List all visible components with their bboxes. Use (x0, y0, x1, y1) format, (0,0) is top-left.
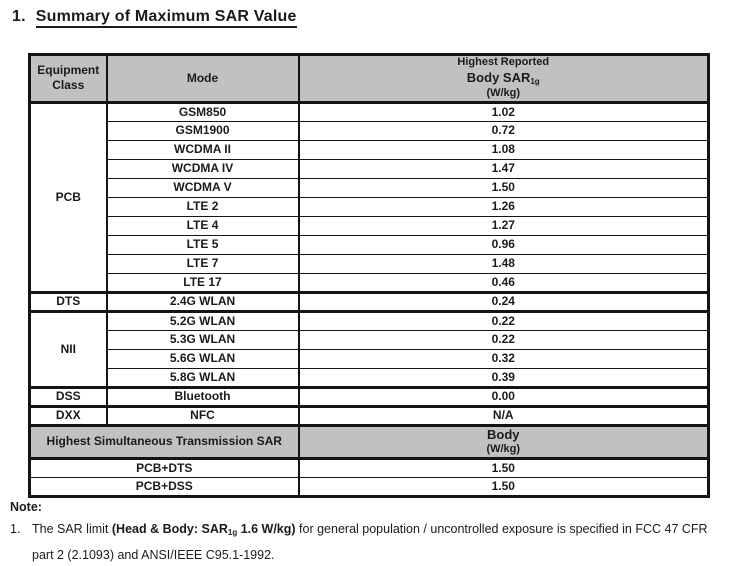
sar-value-cell: 1.26 (299, 197, 709, 216)
header-sar-line1: Highest Reported (457, 56, 550, 68)
header-equipment-class: Equipment Class (30, 55, 107, 103)
mode-cell: NFC (107, 406, 299, 425)
sar-value-cell: 1.48 (299, 254, 709, 273)
header-sar-value (299, 55, 709, 103)
sar-value-cell: 0.22 (299, 330, 709, 349)
header-mode: Mode (107, 55, 299, 103)
equipment-class-cell: DTS (30, 292, 107, 311)
subscript-1g: 1g (530, 76, 540, 86)
header-sar-line2: Body $SAR_{1g}$ (466, 69, 540, 86)
table-row (30, 140, 709, 159)
mode-cell: WCDMA V (107, 178, 299, 197)
simultaneous-body-line2: (W/kg) (486, 442, 521, 455)
header-sar-line3: (W/kg) (486, 86, 521, 99)
table-row (30, 477, 709, 496)
table-row (30, 349, 709, 368)
mode-cell: 5.6G WLAN (107, 349, 299, 368)
note-heading: Note: (10, 500, 42, 514)
mode-cell: LTE 7 (107, 254, 299, 273)
mode-cell: GSM850 (107, 102, 299, 121)
table-row (30, 216, 709, 235)
simultaneous-label-cell: Highest Simultaneous Transmission SAR (30, 425, 299, 458)
mode-cell: Bluetooth (107, 387, 299, 406)
mode-cell: LTE 2 (107, 197, 299, 216)
note-item (10, 518, 720, 566)
sar-value-cell: 1.50 (299, 178, 709, 197)
sar-summary-table (28, 53, 710, 498)
equipment-class-cell: NII (30, 311, 107, 387)
combo-cell: PCB+DTS (30, 458, 299, 477)
mode-cell: 5.3G WLAN (107, 330, 299, 349)
table-row (30, 178, 709, 197)
sar-value-cell: 0.46 (299, 273, 709, 292)
mode-cell: WCDMA IV (107, 159, 299, 178)
table-row (30, 330, 709, 349)
mode-cell: 5.8G WLAN (107, 368, 299, 387)
table-row (30, 368, 709, 387)
title-text: Summary of Maximum SAR Value (36, 8, 297, 28)
sar-value-cell: 1.02 (299, 102, 709, 121)
sar-value-cell: 1.50 (299, 458, 709, 477)
table-row (30, 121, 709, 140)
sar-value-cell: 0.24 (299, 292, 709, 311)
title-number: 1. (12, 8, 26, 25)
table-row (30, 406, 709, 425)
note-section (10, 496, 720, 566)
sar-value-cell: 0.32 (299, 349, 709, 368)
equipment-class-cell: PCB (30, 102, 107, 292)
mode-cell: 5.2G WLAN (107, 311, 299, 330)
mode-cell: WCDMA II (107, 140, 299, 159)
table-row (30, 458, 709, 477)
note-item-text: The SAR limit (Head & Body: $SAR_{1g}$ 1.6 W/kg) for general population / uncontrolled exposure is specified in FCC 47 CFR part 2 (2.1093) and ANSI/IEEE C95.1-1992. (32, 522, 708, 562)
table-row (30, 102, 709, 121)
table-row (30, 273, 709, 292)
sar-value-cell: 0.96 (299, 235, 709, 254)
sar-value-cell: 1.50 (299, 477, 709, 496)
mode-cell: 2.4G WLAN (107, 292, 299, 311)
sar-value-cell: 1.08 (299, 140, 709, 159)
sar-value-cell: 0.22 (299, 311, 709, 330)
table-row (30, 311, 709, 330)
table-row (30, 235, 709, 254)
simultaneous-header-row (30, 425, 709, 458)
mode-cell: LTE 4 (107, 216, 299, 235)
sar-value-cell: 1.47 (299, 159, 709, 178)
table-row (30, 197, 709, 216)
table-row (30, 292, 709, 311)
sar-value-cell: 1.27 (299, 216, 709, 235)
equipment-class-cell: DXX (30, 406, 107, 425)
mode-cell: GSM1900 (107, 121, 299, 140)
table-header-row (30, 55, 709, 103)
note-item-number: 1. (10, 522, 21, 536)
mode-cell: LTE 5 (107, 235, 299, 254)
subscript-1g: 1g (227, 528, 238, 537)
table-row (30, 387, 709, 406)
mode-cell: LTE 17 (107, 273, 299, 292)
table-row (30, 254, 709, 273)
sar-value-cell: N/A (299, 406, 709, 425)
page-title (12, 8, 297, 26)
sar-value-cell: 0.39 (299, 368, 709, 387)
equipment-class-cell: DSS (30, 387, 107, 406)
combo-cell: PCB+DSS (30, 477, 299, 496)
table-row (30, 159, 709, 178)
simultaneous-body-header-cell (299, 425, 709, 458)
simultaneous-body-line1: Body (487, 426, 520, 442)
sar-value-cell: 0.00 (299, 387, 709, 406)
sar-value-cell: 0.72 (299, 121, 709, 140)
